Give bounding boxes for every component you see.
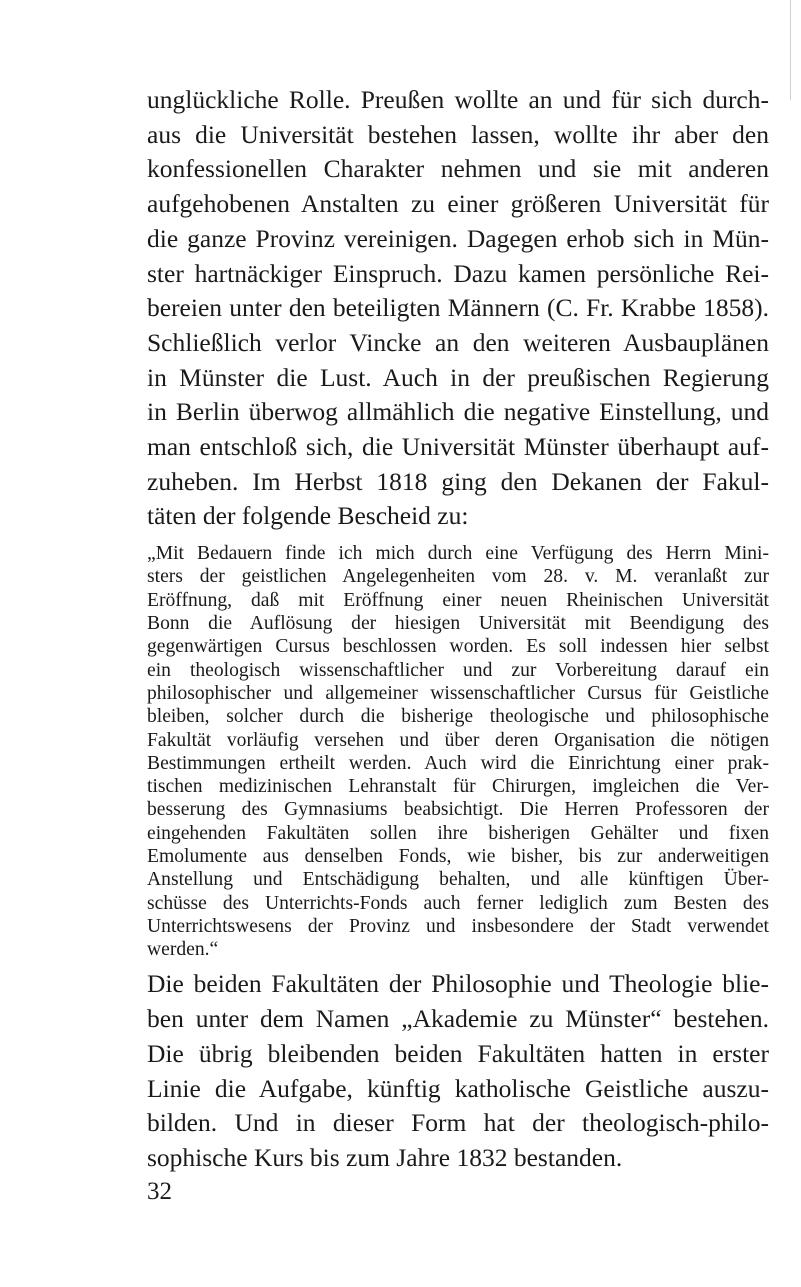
paragraph-2 xyxy=(147,967,769,1175)
text-line: man entschloß sich, die Universität Münster überhaupt auf- xyxy=(147,432,769,462)
page-body xyxy=(147,83,769,1176)
quote-line: schüsse des Unterrichts-Fonds auch ferner lediglich zum Besten des xyxy=(147,892,769,914)
quote-line: Unterrichtswesens der Provinz und insbesondere der Stadt verwendet xyxy=(147,915,769,937)
text-line: bilden. Und in dieser Form hat der theologisch-philo- xyxy=(147,1108,769,1138)
page-number: 32 xyxy=(147,1178,172,1205)
quote-line: Eröffnung, daß mit Eröffnung einer neuen Rheinischen Universität xyxy=(147,589,769,611)
text-line: die ganze Provinz vereinigen. Dagegen erhob sich in Mün- xyxy=(147,223,769,253)
text-line: bereien unter den beteiligten Männern (C. Fr. Krabbe 1858). xyxy=(147,293,769,323)
quote-line: besserung des Gymnasiums beabsichtigt. Die Herren Professoren der xyxy=(147,799,769,821)
paragraph-1 xyxy=(147,83,769,534)
text-line: unglückliche Rolle. Preußen wollte an und für sich durch- xyxy=(147,85,769,114)
quote-line: Anstellung und Entschädigung behalten, und alle künftigen Über- xyxy=(147,869,769,891)
quote-line: sters der geistlichen Angelegenheiten vom 28. v. M. veranlaßt zur xyxy=(147,566,769,588)
quote-line: ein theologisch wissenschaftlicher und zur Vorbereitung darauf ein xyxy=(147,659,769,681)
quote-line: Fakultät vorläufig versehen und über deren Organisation die nötigen xyxy=(147,729,769,751)
text-line: ster hartnäckiger Einspruch. Dazu kamen persönliche Rei- xyxy=(147,258,769,288)
text-line: aufgehobenen Anstalten zu einer größeren Universität für xyxy=(147,189,769,219)
text-line: Die übrig bleibenden beiden Fakultäten hatten in erster xyxy=(147,1038,769,1068)
quote-line: gegenwärtigen Cursus beschlossen worden. Es soll indessen hier selbst xyxy=(147,636,769,658)
quote-line: Emolumente aus denselben Fonds, wie bisher, bis zur anderweitigen xyxy=(147,846,769,867)
quote-line: bleiben, solcher durch die bisherige theologische und philosophische xyxy=(147,706,769,728)
text-line: Die beiden Fakultäten der Philosophie und Theologie blie- xyxy=(147,969,769,999)
quote-line: „Mit Bedauern finde ich mich durch eine Verfügung des Herrn Mini- xyxy=(147,543,769,565)
quote-line: eingehenden Fakultäten sollen ihre bisherigen Gehälter und fixen xyxy=(147,822,769,844)
quote-line: philosophischer und allgemeiner wissenschaftlicher Cursus für Geistliche xyxy=(147,682,769,704)
quote-line: Bonn die Auflösung der hiesigen Universität mit Beendigung des xyxy=(147,613,769,635)
text-line: sophische Kurs bis zum Jahre 1832 bestanden. xyxy=(147,1143,623,1172)
page-edge-line xyxy=(790,0,801,100)
text-line: konfessionellen Charakter nehmen und sie mit anderen xyxy=(147,154,769,184)
quote-line: Bestimmungen ertheilt werden. Auch wird die Einrichtung einer prak- xyxy=(147,752,769,774)
quote-line: werden.“ xyxy=(147,939,219,961)
text-line: in Berlin überwog allmählich die negative Einstellung, und xyxy=(147,397,769,427)
text-line: täten der folgende Bescheid zu: xyxy=(147,501,469,531)
text-line: aus die Universität bestehen lassen, wollte ihr aber den xyxy=(147,119,769,149)
text-line: Linie die Aufgabe, künftig katholische Geistliche auszu- xyxy=(147,1073,769,1103)
text-line: in Münster die Lust. Auch in der preußischen Regierung xyxy=(147,362,769,392)
text-line: Schließlich verlor Vincke an den weiteren Ausbauplänen xyxy=(147,327,769,357)
quote-line: tischen medizinischen Lehranstalt für Chirurgen, imgleichen die Ver- xyxy=(147,776,769,798)
text-line: zuheben. Im Herbst 1818 ging den Dekanen der Fakul- xyxy=(147,466,769,496)
quotation-block xyxy=(147,542,769,961)
text-line: ben unter dem Namen „Akademie zu Münster“ bestehen. xyxy=(147,1004,769,1034)
